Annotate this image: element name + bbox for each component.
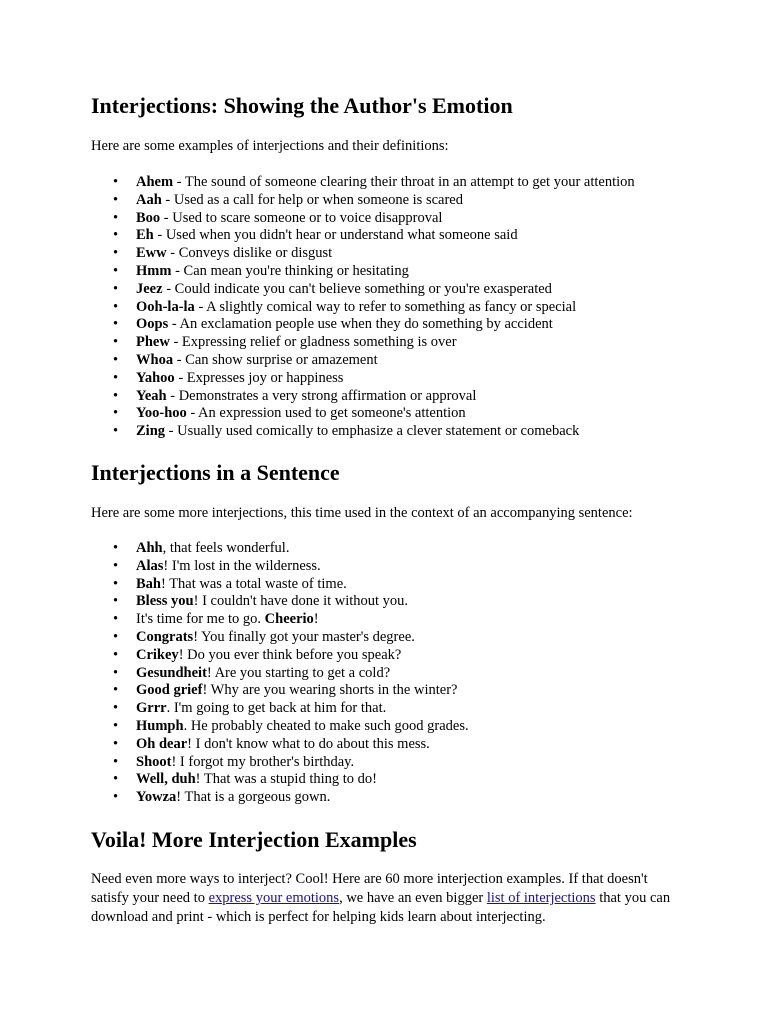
interjection-definition: - Conveys dislike or disgust (166, 245, 333, 262)
bullet-icon: • (113, 245, 119, 262)
bullet-icon: • (113, 298, 119, 315)
sentence-text-before: It's time for me to go. (136, 611, 265, 628)
interjection-term: Gesundheit (136, 664, 207, 681)
interjection-definition: - Used to scare someone or to voice disapproval (160, 209, 443, 226)
bullet-icon: • (113, 771, 119, 788)
bullet-icon: • (113, 369, 119, 386)
list-item (91, 771, 469, 789)
interjection-term: Eh (136, 227, 154, 244)
list-item (91, 245, 635, 263)
interjection-term: Alas (136, 557, 164, 574)
express-your-emotions-link[interactable]: express your emotions (208, 890, 340, 906)
interjection-definition: - Used as a call for help or when someone is scared (161, 191, 463, 208)
list-item (91, 352, 635, 370)
list-item (91, 700, 469, 718)
sentence-text-after: ! That was a stupid thing to do! (195, 771, 378, 788)
interjection-term: Yoo-hoo (136, 405, 187, 422)
interjection-term: Eww (136, 245, 167, 262)
sentence-text-after: ! (313, 611, 319, 628)
list-item (91, 754, 469, 772)
bullet-icon: • (113, 387, 119, 404)
bullet-icon: • (113, 646, 119, 663)
interjection-term: Oops (136, 316, 169, 333)
list-item (91, 299, 635, 317)
sentence-text-after: , that feels wonderful. (162, 540, 290, 556)
sentence-text-after: ! You finally got your master's degree. (193, 628, 415, 645)
sentence-text-after: ! That was a total waste of time. (161, 575, 347, 592)
interjection-term: Whoa (136, 351, 174, 368)
paragraph-text: , we have an even bigger (339, 890, 487, 906)
interjection-term: Jeez (136, 280, 163, 297)
list-item (91, 281, 635, 299)
list-item (91, 405, 635, 423)
list-item (91, 192, 635, 210)
list-item (91, 370, 635, 388)
paragraph-text: Need even more ways to interject? Cool! Here are 60 more interjection examples. If that doesn't satisfy your need to (91, 871, 648, 906)
list-item (91, 388, 635, 406)
list-item (91, 227, 635, 245)
interjection-definition: - An expression used to get someone's attention (186, 405, 466, 422)
list-item (91, 789, 469, 807)
section-intro-sentences: Here are some more interjections, this time used in the context of an accompanying sentence: (91, 505, 633, 521)
bullet-icon: • (113, 575, 119, 592)
list-item (91, 629, 469, 647)
bullet-icon: • (113, 789, 119, 806)
interjection-term: Crikey (136, 646, 179, 663)
list-item (91, 210, 635, 228)
interjection-definition: - Demonstrates a very strong affirmation or approval (166, 387, 477, 404)
interjection-term: Well, duh (136, 771, 196, 788)
interjection-term: Yeah (136, 387, 167, 404)
bullet-icon: • (113, 316, 119, 333)
interjection-term: Bah (136, 575, 161, 592)
bullet-icon: • (113, 334, 119, 351)
bullet-icon: • (113, 682, 119, 699)
sentence-text-after: ! I'm lost in the wilderness. (163, 557, 321, 574)
bullet-icon: • (113, 191, 119, 208)
list-item (91, 334, 635, 352)
bullet-icon: • (113, 174, 119, 190)
interjection-definition: - An exclamation people use when they do something by accident (168, 316, 553, 333)
bullet-icon: • (113, 593, 119, 610)
sentence-text-after: ! I don't know what to do about this mess. (187, 735, 430, 752)
sentence-text-after: ! I couldn't have done it without you. (193, 593, 409, 610)
interjection-term: Cheerio (264, 611, 314, 628)
interjection-definition: - A slightly comical way to refer to something as fancy or special (194, 298, 577, 315)
interjection-term: Ooh-la-la (136, 298, 195, 315)
sentence-text-after: ! That is a gorgeous gown. (176, 789, 331, 806)
bullet-icon: • (113, 628, 119, 645)
interjection-term: Grrr (136, 700, 167, 717)
sentence-text-after: ! Why are you wearing shorts in the winter? (202, 682, 458, 699)
interjection-term: Yahoo (136, 369, 175, 386)
list-item (91, 558, 469, 576)
interjection-term: Aah (136, 191, 162, 208)
interjection-definition: - Expresses joy or happiness (174, 369, 344, 386)
bullet-icon: • (113, 735, 119, 752)
list-item (91, 682, 469, 700)
sentence-text-after: . I'm going to get back at him for that. (166, 700, 387, 717)
list-item (91, 540, 469, 558)
interjection-definition: - The sound of someone clearing their throat in an attempt to get your attention (173, 174, 635, 190)
interjection-definition: - Usually used comically to emphasize a clever statement or comeback (165, 423, 580, 440)
paragraph-text: that you can download and print - which is perfect for helping kids learn about interjecting. (91, 890, 671, 925)
list-item (91, 665, 469, 683)
interjection-term: Boo (136, 209, 161, 226)
more-examples-paragraph (91, 870, 676, 927)
sentence-text-after: ! I forgot my brother's birthday. (171, 753, 355, 770)
list-item (91, 611, 469, 629)
list-item (91, 316, 635, 334)
bullet-icon: • (113, 423, 119, 440)
sentence-text-after: . He probably cheated to make such good grades. (183, 717, 469, 734)
interjection-term: Zing (136, 423, 166, 440)
bullet-icon: • (113, 664, 119, 681)
interjection-term: Ahh (136, 540, 163, 556)
list-of-interjections-link[interactable]: list of interjections (486, 890, 596, 906)
list-item (91, 593, 469, 611)
list-item (91, 576, 469, 594)
interjection-definition: - Used when you didn't hear or understand what someone said (153, 227, 518, 244)
section-heading-more-examples: Voila! More Interjection Examples (91, 827, 417, 852)
interjection-term: Phew (136, 334, 170, 351)
list-item (91, 423, 635, 441)
interjection-term: Yowza (136, 789, 177, 806)
interjection-term: Good grief (136, 682, 203, 699)
section-heading-authors-emotion: Interjections: Showing the Author's Emotion (91, 93, 513, 118)
interjection-term: Congrats (136, 628, 194, 645)
bullet-icon: • (113, 351, 119, 368)
bullet-icon: • (113, 227, 119, 244)
interjection-term: Humph (136, 717, 184, 734)
interjection-definition: - Expressing relief or gladness something is over (169, 334, 457, 351)
bullet-icon: • (113, 262, 119, 279)
sentence-text-after: ! Are you starting to get a cold? (206, 664, 391, 681)
bullet-icon: • (113, 611, 119, 628)
list-item (91, 736, 469, 754)
interjection-sentences-list (91, 540, 469, 807)
list-item (91, 263, 635, 281)
bullet-icon: • (113, 557, 119, 574)
list-item (91, 647, 469, 665)
bullet-icon: • (113, 280, 119, 297)
interjection-definition: - Can show surprise or amazement (173, 351, 378, 368)
bullet-icon: • (113, 540, 119, 556)
interjection-term: Hmm (136, 262, 172, 279)
interjection-definitions-list (91, 174, 635, 441)
bullet-icon: • (113, 753, 119, 770)
interjection-definition: - Can mean you're thinking or hesitating (171, 262, 409, 279)
list-item (91, 718, 469, 736)
section-heading-in-a-sentence: Interjections in a Sentence (91, 460, 340, 485)
section-intro-definitions: Here are some examples of interjections and their definitions: (91, 138, 449, 154)
list-item (91, 174, 635, 192)
sentence-text-after: ! Do you ever think before you speak? (178, 646, 402, 663)
interjection-term: Bless you (136, 593, 194, 610)
interjection-term: Shoot (136, 753, 172, 770)
interjection-definition: - Could indicate you can't believe something or you're exasperated (162, 280, 552, 297)
interjection-term: Ahem (136, 174, 174, 190)
interjection-term: Oh dear (136, 735, 188, 752)
bullet-icon: • (113, 405, 119, 422)
bullet-icon: • (113, 209, 119, 226)
bullet-icon: • (113, 700, 119, 717)
bullet-icon: • (113, 717, 119, 734)
